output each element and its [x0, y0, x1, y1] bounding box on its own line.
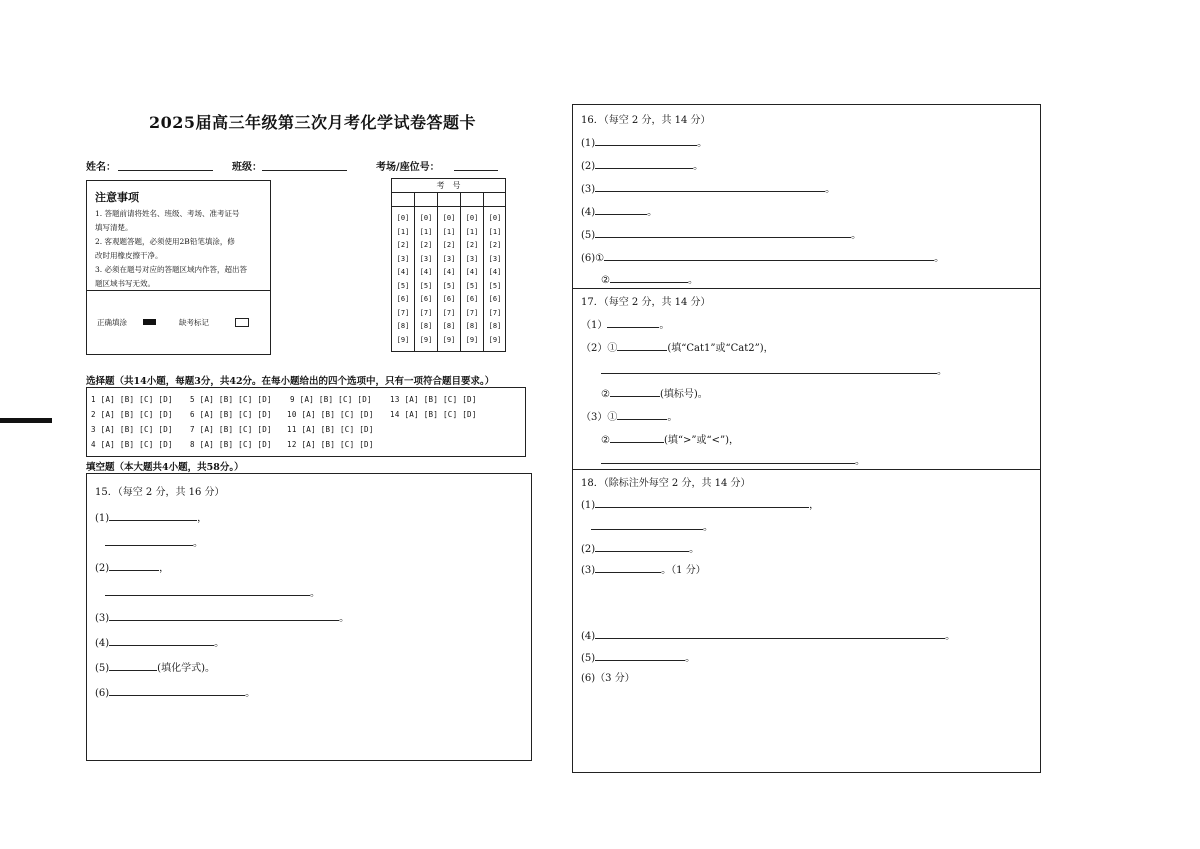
- q16-3-blank[interactable]: [595, 181, 825, 192]
- side-black-bar: [0, 418, 52, 423]
- q15-comma: ，: [197, 513, 208, 524]
- q18-1-blank-b[interactable]: [591, 519, 703, 530]
- q17-3-blank-c[interactable]: [601, 453, 855, 464]
- q17-2-label: （2）①: [581, 343, 618, 354]
- q15-4-label: (4): [95, 638, 110, 649]
- q18-period: 。: [703, 522, 713, 533]
- choice-item[interactable]: 9 [A] [B] [C] [D]: [290, 395, 372, 404]
- notice-line: 题区域书写无效。: [95, 279, 155, 288]
- q18-comma: ，: [809, 500, 820, 511]
- q18-1-blank-a[interactable]: [595, 497, 809, 508]
- q16-period: 。: [697, 138, 708, 149]
- q18-6-answer-area[interactable]: [581, 688, 1031, 766]
- q16-period: 。: [693, 161, 704, 172]
- q16-2-blank[interactable]: [595, 158, 693, 169]
- q18-period: 。: [945, 631, 956, 642]
- q16-period: 。: [687, 275, 698, 286]
- name-field[interactable]: [118, 169, 213, 171]
- q15-period: 。: [339, 613, 350, 624]
- exam-number-write-row[interactable]: [392, 192, 505, 207]
- choice-item[interactable]: 11 [A] [B] [C] [D]: [287, 425, 374, 434]
- q16-1-blank[interactable]: [595, 135, 697, 146]
- q17-2b-blank[interactable]: [610, 386, 660, 397]
- choice-heading: 选择题（共14小题，每题3分，共42分。在每小题给出的四个选项中，只有一项符合题目要求。）: [86, 376, 495, 387]
- q16-period: 。: [647, 207, 658, 218]
- q17-1-blank[interactable]: [607, 317, 659, 328]
- q18-3-label: (3): [581, 565, 596, 576]
- q16-4-label: (4): [581, 207, 596, 218]
- q17-1-label: （1）: [581, 320, 608, 331]
- choice-item[interactable]: 4 [A] [B] [C] [D]: [91, 440, 173, 449]
- q17-period: 。: [659, 320, 670, 331]
- q17-box: [572, 288, 1041, 470]
- choice-item[interactable]: 2 [A] [B] [C] [D]: [91, 410, 173, 419]
- q16-6-blank-b[interactable]: [610, 272, 688, 283]
- exam-number-label: 考 号: [392, 179, 505, 193]
- q16-3-label: (3): [581, 184, 596, 195]
- q18-4-label: (4): [581, 631, 596, 642]
- q16-5-blank[interactable]: [595, 227, 851, 238]
- q17-period: 。: [937, 366, 947, 377]
- q17-title: 17．（每空 2 分，共 14 分）: [581, 297, 711, 308]
- q18-period: 。: [689, 544, 700, 555]
- q15-1-blank-b[interactable]: [105, 535, 193, 546]
- correct-fill-label: 正确填涂: [97, 318, 127, 327]
- digit-column[interactable]: [0] [1] [2] [3] [4] [5] [6] [7] [8] [9]: [442, 214, 456, 344]
- q17-3b-blank[interactable]: [610, 432, 664, 443]
- q15-period: 。: [214, 638, 225, 649]
- q18-period: 。: [661, 565, 672, 576]
- q18-5-label: (5): [581, 653, 596, 664]
- notice-line: 2. 客观题答题，必须使用2B铅笔填涂，修: [95, 237, 235, 246]
- q15-2-blank-b[interactable]: [105, 585, 310, 596]
- notice-line: 改时用橡皮擦干净。: [95, 251, 163, 260]
- exam-number-grid: [391, 178, 506, 352]
- digit-column[interactable]: [0] [1] [2] [3] [4] [5] [6] [7] [8] [9]: [396, 214, 410, 344]
- q15-box: [86, 473, 532, 761]
- class-field[interactable]: [262, 169, 347, 171]
- q18-2-blank[interactable]: [595, 541, 689, 552]
- q15-6-blank[interactable]: [109, 685, 245, 696]
- seat-label: 考场/座位号：: [376, 162, 440, 173]
- q16-period: 。: [825, 184, 836, 195]
- q16-6b-label: ②: [601, 275, 610, 286]
- q15-period: 。: [193, 538, 203, 549]
- q16-2-label: (2): [581, 161, 596, 172]
- q16-6-blank-a[interactable]: [604, 250, 934, 261]
- q18-3-blank[interactable]: [595, 562, 661, 573]
- q15-5-blank[interactable]: [109, 660, 157, 671]
- notice-line: 3. 必须在题号对应的答题区域内作答，超出答: [95, 265, 248, 274]
- choice-item[interactable]: 3 [A] [B] [C] [D]: [91, 425, 173, 434]
- q16-6-label: (6)①: [581, 253, 605, 264]
- q16-4-blank[interactable]: [595, 204, 647, 215]
- choice-item[interactable]: 14 [A] [B] [C] [D]: [390, 410, 477, 419]
- q18-2-label: (2): [581, 544, 596, 555]
- seat-field[interactable]: [454, 169, 498, 171]
- q16-5-label: (5): [581, 230, 596, 241]
- q15-5-note: (填化学式)。: [157, 663, 215, 674]
- notice-divider: [87, 290, 270, 291]
- q17-period: 。: [855, 456, 865, 467]
- q15-3-label: (3): [95, 613, 110, 624]
- q16-box: [572, 104, 1041, 289]
- digit-column[interactable]: [0] [1] [2] [3] [4] [5] [6] [7] [8] [9]: [419, 214, 433, 344]
- absent-mark-checkbox[interactable]: [235, 318, 249, 327]
- q17-2-blank-a[interactable]: [617, 340, 667, 351]
- digit-column[interactable]: [0] [1] [2] [3] [4] [5] [6] [7] [8] [9]: [488, 214, 502, 344]
- choice-item[interactable]: 10 [A] [B] [C] [D]: [287, 410, 374, 419]
- q15-4-blank[interactable]: [109, 635, 214, 646]
- q17-3b-label: ②: [601, 435, 610, 446]
- q15-title: 15．（每空 2 分，共 16 分）: [95, 487, 225, 498]
- notice-line: 1. 答题前请将姓名、班级、考场、准考证号: [95, 209, 240, 218]
- q16-1-label: (1): [581, 138, 596, 149]
- page-title: 2025届高三年级第三次月考化学试卷答题卡: [148, 113, 477, 132]
- q15-5-label: (5): [95, 663, 110, 674]
- q15-6-label: (6): [95, 688, 110, 699]
- q18-4-blank[interactable]: [595, 628, 945, 639]
- q17-3-blank-a[interactable]: [617, 409, 667, 420]
- q17-2b-label: ②: [601, 389, 610, 400]
- notice-box: [86, 180, 271, 355]
- q17-3b-note: (填“>”或“<”)，: [663, 435, 739, 446]
- digit-column[interactable]: [0] [1] [2] [3] [4] [5] [6] [7] [8] [9]: [465, 214, 479, 344]
- q15-3-blank[interactable]: [109, 610, 339, 621]
- choice-item[interactable]: 8 [A] [B] [C] [D]: [190, 440, 272, 449]
- q17-2b-note: (填标号)。: [659, 389, 708, 400]
- class-label: 班级：: [232, 162, 262, 173]
- absent-mark-label: 缺考标记: [179, 318, 209, 327]
- q18-title: 18．（除标注外每空 2 分，共 14 分）: [581, 478, 751, 489]
- q17-2-note: (填“Cat1”或“Cat2”)，: [667, 343, 774, 354]
- choice-item[interactable]: 12 [A] [B] [C] [D]: [287, 440, 374, 449]
- q16-title: 16．（每空 2 分，共 14 分）: [581, 115, 711, 126]
- q17-period: 。: [667, 412, 678, 423]
- fill-heading: 填空题（本大题共4小题，共58分。）: [86, 462, 244, 473]
- q15-2-blank-a[interactable]: [109, 560, 159, 571]
- choice-item[interactable]: 7 [A] [B] [C] [D]: [190, 425, 272, 434]
- q15-period: 。: [245, 688, 256, 699]
- q16-period: 。: [934, 253, 945, 264]
- q18-3-note: （1 分）: [671, 565, 706, 576]
- q17-3-label: （3）①: [581, 412, 618, 423]
- choice-answer-box: [86, 387, 526, 457]
- choice-item[interactable]: 5 [A] [B] [C] [D]: [190, 395, 272, 404]
- q18-5-blank[interactable]: [595, 650, 685, 661]
- q15-1-blank-a[interactable]: [109, 510, 197, 521]
- q15-comma: ，: [159, 563, 170, 574]
- notice-title: 注意事项: [95, 191, 139, 204]
- q16-period: 。: [851, 230, 862, 241]
- q18-6-label: (6)（3 分）: [581, 673, 635, 684]
- q18-box: [572, 469, 1041, 773]
- notice-line: 填写清楚。: [95, 223, 133, 232]
- choice-item[interactable]: 1 [A] [B] [C] [D]: [91, 395, 173, 404]
- q15-1-label: (1): [95, 513, 110, 524]
- q15-period: 。: [310, 588, 320, 599]
- q18-period: 。: [685, 653, 696, 664]
- filled-mark-example: [143, 319, 156, 325]
- q17-2-blank-b[interactable]: [601, 363, 937, 374]
- q18-1-label: (1): [581, 500, 596, 511]
- choice-item[interactable]: 6 [A] [B] [C] [D]: [190, 410, 272, 419]
- q15-2-label: (2): [95, 563, 110, 574]
- name-label: 姓名：: [86, 162, 116, 173]
- choice-item[interactable]: 13 [A] [B] [C] [D]: [390, 395, 477, 404]
